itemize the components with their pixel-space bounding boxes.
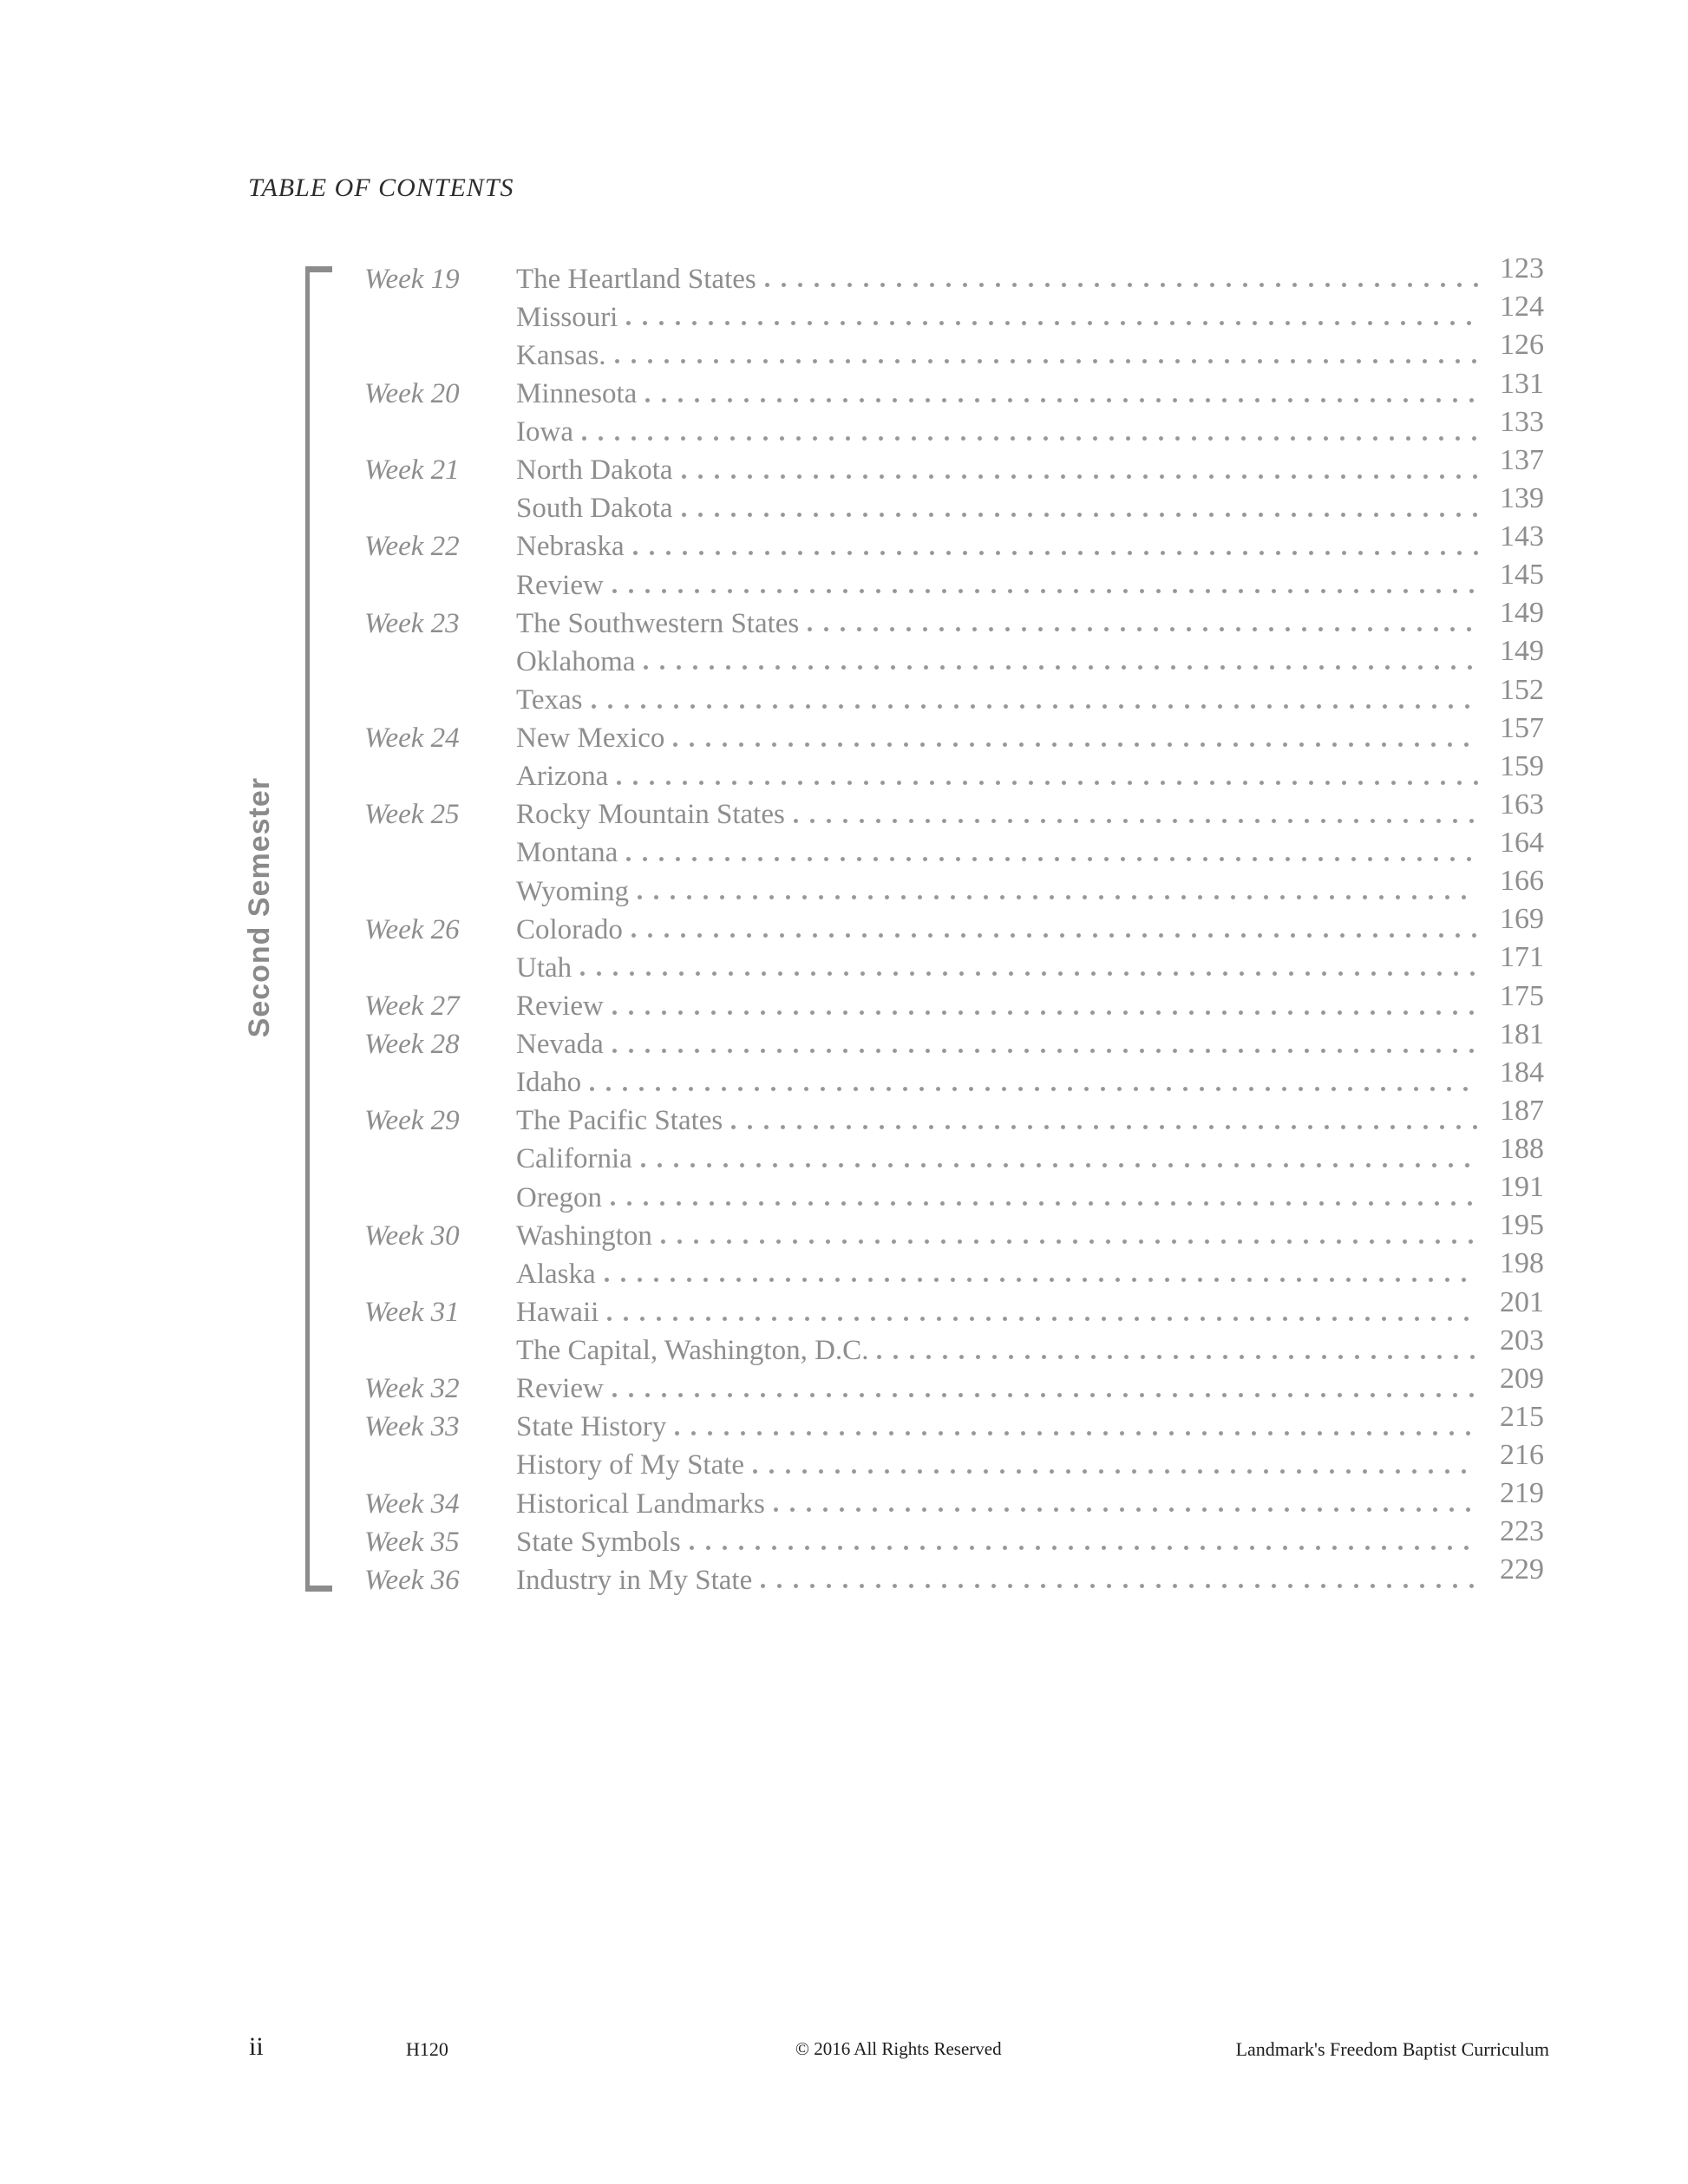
dot-leader xyxy=(612,1393,1478,1397)
dot-leader xyxy=(617,781,1478,785)
toc-row xyxy=(364,1133,1544,1175)
entry-title: Review xyxy=(516,990,604,1022)
toc-row xyxy=(364,865,1544,907)
page-number: 195 xyxy=(1500,1209,1544,1242)
week-label: Week 20 xyxy=(364,377,460,409)
toc-row xyxy=(364,749,1544,793)
dot-leader xyxy=(753,1469,1478,1474)
entry-title: Minnesota xyxy=(516,377,638,409)
dot-leader xyxy=(592,704,1479,709)
toc-row xyxy=(364,1515,1544,1558)
toc-row xyxy=(364,481,1544,525)
week-label: Week 30 xyxy=(364,1220,460,1252)
week-label: Week 31 xyxy=(364,1296,460,1328)
entry-title: Industry in My State xyxy=(516,1564,753,1596)
page-number: 126 xyxy=(1500,329,1544,362)
entry-title: New Mexico xyxy=(516,723,665,754)
dot-leader xyxy=(673,742,1478,747)
week-label: Week 26 xyxy=(364,913,460,945)
page-number: 219 xyxy=(1500,1477,1544,1510)
week-label: Week 25 xyxy=(364,799,460,831)
entry-title: Hawaii xyxy=(516,1296,599,1328)
entry-title: Arizona xyxy=(516,761,609,793)
dot-leader xyxy=(633,551,1478,555)
semester-label: Second Semester xyxy=(242,776,276,1038)
page-number: 171 xyxy=(1500,941,1544,974)
dot-leader xyxy=(731,1125,1478,1129)
toc-row xyxy=(364,597,1544,639)
entry-title: State History xyxy=(516,1411,667,1443)
dot-leader xyxy=(582,436,1478,441)
entry-title: Idaho xyxy=(516,1067,582,1099)
toc-row xyxy=(364,1362,1544,1405)
page-number: 169 xyxy=(1500,903,1544,936)
dot-leader xyxy=(682,513,1478,517)
toc-row xyxy=(364,1439,1544,1481)
toc-row xyxy=(364,1477,1544,1520)
toc-row xyxy=(364,291,1544,333)
semester-sidebar xyxy=(239,770,279,1044)
entry-title: South Dakota xyxy=(516,493,673,525)
toc-list xyxy=(364,252,1544,1596)
toc-row xyxy=(364,1247,1544,1290)
dot-leader xyxy=(626,321,1478,325)
dot-leader xyxy=(612,1010,1478,1015)
toc-row xyxy=(364,1171,1544,1213)
week-label: Week 27 xyxy=(364,990,460,1022)
page-number: 149 xyxy=(1500,635,1544,668)
page-number: 191 xyxy=(1500,1171,1544,1204)
page-number: 181 xyxy=(1500,1017,1544,1050)
entry-title: Review xyxy=(516,569,604,601)
dot-leader xyxy=(675,1431,1478,1435)
page-number: 215 xyxy=(1500,1400,1544,1433)
page-number: 152 xyxy=(1500,673,1544,706)
entry-title: Utah xyxy=(516,951,572,984)
entry-title: Oregon xyxy=(516,1181,602,1213)
week-label: Week 28 xyxy=(364,1029,460,1060)
dot-leader xyxy=(580,971,1478,976)
page-number: 149 xyxy=(1500,597,1544,630)
dot-leader xyxy=(690,1546,1478,1550)
toc-row xyxy=(364,329,1544,371)
page-number: 188 xyxy=(1500,1133,1544,1165)
dot-leader xyxy=(611,1201,1478,1206)
toc-row xyxy=(364,1553,1544,1596)
toc-row xyxy=(364,1285,1544,1328)
week-label: Week 33 xyxy=(364,1411,460,1443)
toc-row xyxy=(364,1017,1544,1061)
week-label: Week 19 xyxy=(364,263,460,295)
page-number: 157 xyxy=(1500,711,1544,744)
entry-title: State Symbols xyxy=(516,1526,681,1558)
entry-title: Oklahoma xyxy=(516,645,636,677)
toc-row xyxy=(364,979,1544,1022)
dot-leader xyxy=(644,665,1478,670)
week-label: Week 35 xyxy=(364,1526,460,1558)
entry-title: Rocky Mountain States xyxy=(516,799,785,831)
copyright-notice: © 2016 All Rights Reserved xyxy=(795,2038,1002,2059)
dot-leader xyxy=(631,933,1478,938)
page-number: 124 xyxy=(1500,291,1544,324)
entry-title: Wyoming xyxy=(516,875,630,907)
page-number: 184 xyxy=(1500,1056,1544,1089)
entry-title: Nevada xyxy=(516,1029,604,1060)
dot-leader xyxy=(661,1239,1478,1244)
toc-row xyxy=(364,635,1544,677)
entry-title: Nebraska xyxy=(516,531,625,563)
toc-row xyxy=(364,788,1544,831)
toc-row xyxy=(364,941,1544,984)
toc-row xyxy=(364,405,1544,448)
toc-row xyxy=(364,827,1544,869)
toc-row xyxy=(364,1094,1544,1137)
week-label: Week 34 xyxy=(364,1488,460,1520)
dot-leader xyxy=(808,627,1478,631)
semester-bracket-bottom-tick xyxy=(305,1586,332,1592)
page-number: 209 xyxy=(1500,1362,1544,1395)
entry-title: Washington xyxy=(516,1220,652,1252)
toc-row xyxy=(364,520,1544,563)
page-number: 143 xyxy=(1500,520,1544,553)
dot-leader xyxy=(682,474,1478,479)
dot-leader xyxy=(615,359,1478,363)
page-number: 159 xyxy=(1500,749,1544,782)
entry-title: The Capital, Washington, D.C. xyxy=(516,1335,869,1366)
dot-leader xyxy=(638,895,1478,899)
page-number: 131 xyxy=(1500,367,1544,400)
entry-title: Review xyxy=(516,1373,604,1405)
toc-row xyxy=(364,1056,1544,1099)
week-label: Week 21 xyxy=(364,454,460,487)
week-label: Week 24 xyxy=(364,723,460,754)
toc-row xyxy=(364,252,1544,295)
page-number: 164 xyxy=(1500,827,1544,859)
entry-title: The Pacific States xyxy=(516,1105,723,1137)
week-label: Week 36 xyxy=(364,1564,460,1596)
entry-title: The Heartland States xyxy=(516,263,756,295)
week-label: Week 22 xyxy=(364,531,460,563)
toc-row xyxy=(364,443,1544,487)
toc-row xyxy=(364,1400,1544,1443)
page-number: 145 xyxy=(1500,559,1544,592)
dot-leader xyxy=(794,819,1478,823)
dot-leader xyxy=(605,1278,1478,1282)
page-number: 187 xyxy=(1500,1094,1544,1127)
toc-row xyxy=(364,711,1544,755)
toc-row xyxy=(364,1209,1544,1252)
entry-title: History of My State xyxy=(516,1449,745,1481)
toc-row xyxy=(364,1324,1544,1367)
page-number: 198 xyxy=(1500,1247,1544,1280)
dot-leader xyxy=(877,1355,1478,1359)
dot-leader xyxy=(626,857,1478,861)
dot-leader xyxy=(765,283,1478,287)
publisher-name: Landmark's Freedom Baptist Curriculum xyxy=(1235,2038,1549,2060)
page-number: 201 xyxy=(1500,1285,1544,1318)
dot-leader xyxy=(612,1049,1478,1053)
week-label: Week 23 xyxy=(364,607,460,639)
course-code: H120 xyxy=(406,2038,448,2060)
page-number: 166 xyxy=(1500,865,1544,898)
entry-title: Alaska xyxy=(516,1258,596,1290)
dot-leader xyxy=(641,1163,1478,1167)
toc-row xyxy=(364,903,1544,945)
dot-leader xyxy=(761,1584,1478,1588)
entry-title: Colorado xyxy=(516,913,623,945)
page-number: 175 xyxy=(1500,979,1544,1012)
toc-row xyxy=(364,559,1544,601)
dot-leader xyxy=(590,1087,1478,1091)
page-number: 223 xyxy=(1500,1515,1544,1548)
page-number: 163 xyxy=(1500,788,1544,821)
dot-leader xyxy=(612,589,1478,593)
week-label: Week 29 xyxy=(364,1105,460,1137)
toc-row xyxy=(364,367,1544,409)
entry-title: Texas xyxy=(516,683,583,716)
entry-title: Montana xyxy=(516,837,618,869)
folio-page-number: ii xyxy=(249,2032,264,2061)
dot-leader xyxy=(774,1507,1478,1512)
page-number: 139 xyxy=(1500,481,1544,514)
page-number: 216 xyxy=(1500,1439,1544,1471)
page-number: 137 xyxy=(1500,443,1544,476)
semester-bracket-line xyxy=(305,266,310,1592)
page-number: 203 xyxy=(1500,1324,1544,1357)
entry-title: Iowa xyxy=(516,416,573,448)
page-number: 229 xyxy=(1500,1553,1544,1586)
entry-title: Historical Landmarks xyxy=(516,1488,765,1520)
dot-leader xyxy=(645,398,1478,402)
semester-bracket-top-tick xyxy=(305,266,332,272)
entry-title: Kansas. xyxy=(516,339,606,371)
entry-title: Missouri xyxy=(516,301,618,333)
entry-title: California xyxy=(516,1143,632,1175)
page-number: 133 xyxy=(1500,405,1544,438)
week-label: Week 32 xyxy=(364,1373,460,1405)
page-number: 123 xyxy=(1500,252,1544,285)
toc-row xyxy=(364,673,1544,716)
entry-title: The Southwestern States xyxy=(516,607,800,639)
dot-leader xyxy=(607,1317,1478,1321)
entry-title: North Dakota xyxy=(516,454,673,487)
page-title: TABLE OF CONTENTS xyxy=(248,173,514,202)
